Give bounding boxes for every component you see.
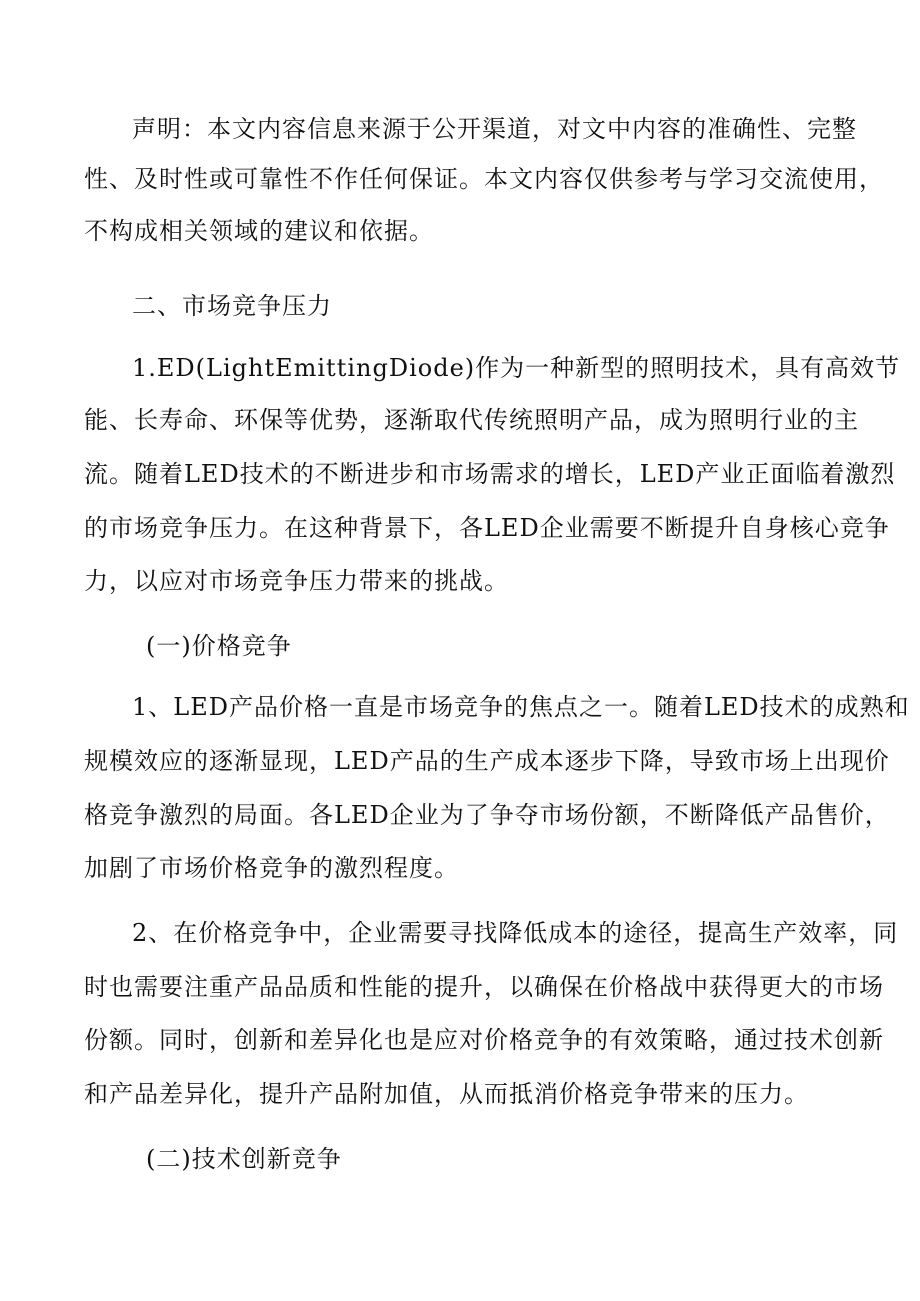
point2-line-3: 份额。同时，创新和差异化也是应对价格竞争的有效策略，通过技术创新 — [84, 1026, 884, 1054]
point1-line-3: 格竞争激烈的局面。各LED企业为了争夺市场份额，不断降低产品售价， — [84, 801, 890, 829]
subsection-title-price: (一)价格竞争 — [146, 632, 292, 660]
point2-line-2: 时也需要注重产品品质和性能的提升，以确保在价格战中获得更大的市场 — [84, 973, 884, 1001]
point1-line-4: 加剧了市场价格竞争的激烈程度。 — [84, 854, 459, 882]
disclaimer-line-3: 不构成相关领域的建议和依据。 — [84, 217, 434, 245]
disclaimer-line-2: 性、及时性或可靠性不作任何保证。本文内容仅供参考与学习交流使用， — [84, 165, 884, 193]
section-title: 二、市场竞争压力 — [132, 292, 332, 320]
intro-line-2: 能、长寿命、环保等优势，逐渐取代传统照明产品，成为照明行业的主 — [84, 406, 859, 434]
point1-line-1: 1、LED产品价格一直是市场竞争的焦点之一。随着LED技术的成熟和 — [132, 693, 910, 721]
point2-line-4: 和产品差异化，提升产品附加值，从而抵消价格竞争带来的压力。 — [84, 1080, 809, 1108]
intro-line-3: 流。随着LED技术的不断进步和市场需求的增长，LED产业正面临着激烈 — [84, 460, 896, 488]
point1-line-2: 规模效应的逐渐显现，LED产品的生产成本逐步下降，导致市场上出现价 — [84, 747, 890, 775]
intro-line-4: 的市场竞争压力。在这种背景下，各LED企业需要不断提升自身核心竞争 — [84, 514, 890, 542]
point2-line-1: 2、在价格竞争中，企业需要寻找降低成本的途径，提高生产效率，同 — [132, 919, 899, 947]
subsection-title-tech: (二)技术创新竞争 — [146, 1145, 342, 1173]
intro-line-5: 力，以应对市场竞争压力带来的挑战。 — [84, 567, 509, 595]
intro-line-1: 1.ED(LightEmittingDiode)作为一种新型的照明技术，具有高效节 — [132, 354, 901, 382]
disclaimer-line-1: 声明：本文内容信息来源于公开渠道，对文中内容的准确性、完整 — [132, 115, 857, 143]
